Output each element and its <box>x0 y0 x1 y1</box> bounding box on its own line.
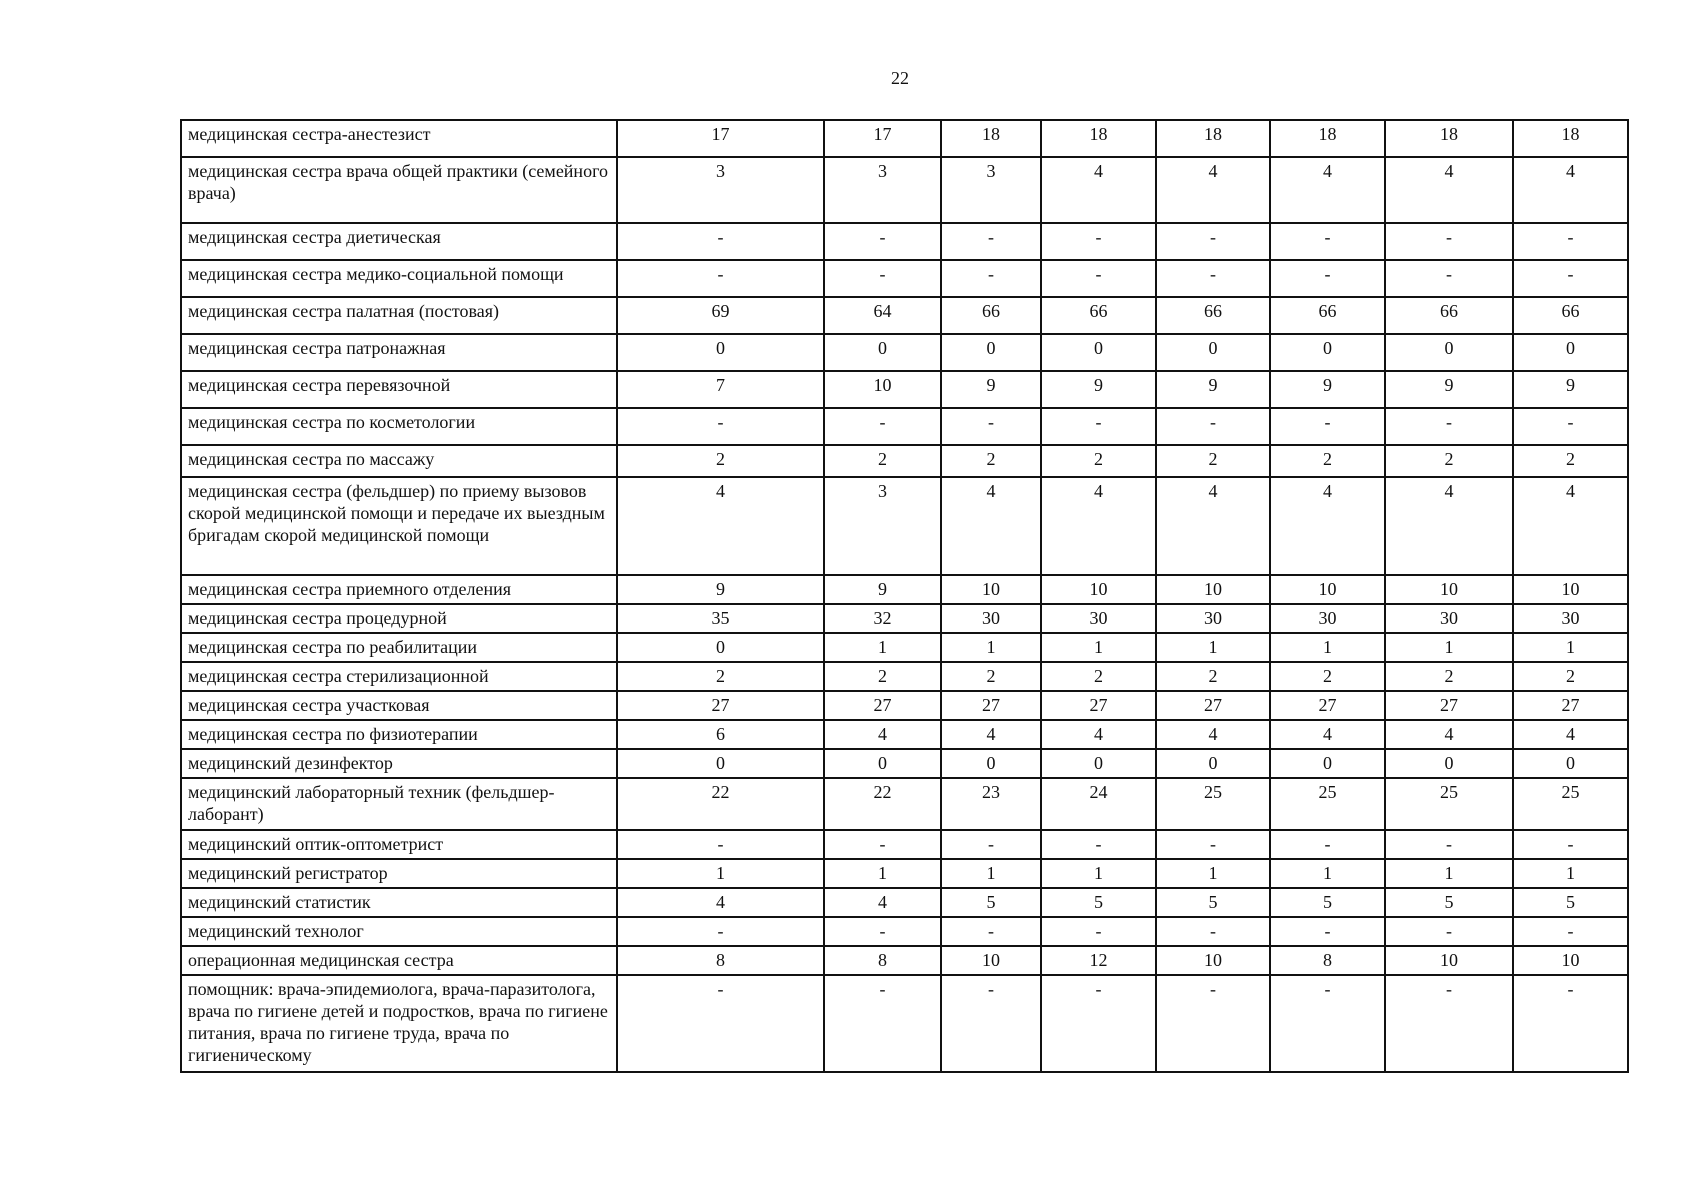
value-cell-col-4: 18 <box>1041 120 1156 157</box>
value-cell-col-4: 2 <box>1041 445 1156 477</box>
value-cell-col-7: 10 <box>1385 575 1513 604</box>
value-cell-col-7: 2 <box>1385 662 1513 691</box>
value-cell-col-6: 4 <box>1270 157 1385 223</box>
value-cell-col-7: 66 <box>1385 297 1513 334</box>
value-cell-col-8: - <box>1513 260 1628 297</box>
value-cell-col-3: 2 <box>941 662 1041 691</box>
value-cell-col-3: 1 <box>941 859 1041 888</box>
value-cell-col-7: 30 <box>1385 604 1513 633</box>
value-cell-col-8: 10 <box>1513 946 1628 975</box>
value-cell-col-7: 2 <box>1385 445 1513 477</box>
value-cell-col-6: 1 <box>1270 633 1385 662</box>
value-cell-col-6: 2 <box>1270 662 1385 691</box>
value-cell-col-8: 66 <box>1513 297 1628 334</box>
value-cell-col-2: 27 <box>824 691 941 720</box>
value-cell-col-7: 5 <box>1385 888 1513 917</box>
value-cell-col-8: - <box>1513 408 1628 445</box>
value-cell-col-1: 7 <box>617 371 824 408</box>
table-row <box>181 830 1628 859</box>
value-cell-col-5: 66 <box>1156 297 1270 334</box>
value-cell-col-8: - <box>1513 830 1628 859</box>
value-cell-col-2: 3 <box>824 477 941 575</box>
value-cell-col-8: 18 <box>1513 120 1628 157</box>
staffing-table <box>180 119 1629 1073</box>
table-row <box>181 859 1628 888</box>
value-cell-col-4: 12 <box>1041 946 1156 975</box>
value-cell-col-3: 18 <box>941 120 1041 157</box>
position-name-cell: медицинская сестра по реабилитации <box>181 633 617 662</box>
table-row <box>181 371 1628 408</box>
value-cell-col-3: - <box>941 260 1041 297</box>
table-body <box>181 120 1628 1072</box>
value-cell-col-5: 0 <box>1156 334 1270 371</box>
value-cell-col-5: - <box>1156 260 1270 297</box>
position-name-cell: медицинская сестра палатная (постовая) <box>181 297 617 334</box>
position-name-cell: медицинский технолог <box>181 917 617 946</box>
table-row <box>181 946 1628 975</box>
value-cell-col-5: 2 <box>1156 445 1270 477</box>
position-name-cell: операционная медицинская сестра <box>181 946 617 975</box>
value-cell-col-2: - <box>824 223 941 260</box>
value-cell-col-6: 9 <box>1270 371 1385 408</box>
table-row <box>181 778 1628 830</box>
value-cell-col-7: - <box>1385 260 1513 297</box>
value-cell-col-8: 4 <box>1513 720 1628 749</box>
value-cell-col-3: 66 <box>941 297 1041 334</box>
table-row <box>181 575 1628 604</box>
value-cell-col-4: - <box>1041 408 1156 445</box>
value-cell-col-1: - <box>617 917 824 946</box>
value-cell-col-7: - <box>1385 830 1513 859</box>
position-name-cell: медицинская сестра по косметологии <box>181 408 617 445</box>
value-cell-col-8: - <box>1513 223 1628 260</box>
value-cell-col-4: - <box>1041 830 1156 859</box>
value-cell-col-7: 4 <box>1385 157 1513 223</box>
table-row <box>181 223 1628 260</box>
value-cell-col-4: 30 <box>1041 604 1156 633</box>
value-cell-col-4: 4 <box>1041 720 1156 749</box>
value-cell-col-4: 4 <box>1041 477 1156 575</box>
value-cell-col-6: 30 <box>1270 604 1385 633</box>
value-cell-col-8: 0 <box>1513 334 1628 371</box>
value-cell-col-1: 2 <box>617 662 824 691</box>
value-cell-col-2: - <box>824 830 941 859</box>
value-cell-col-5: 2 <box>1156 662 1270 691</box>
value-cell-col-3: - <box>941 917 1041 946</box>
value-cell-col-3: 1 <box>941 633 1041 662</box>
value-cell-col-7: - <box>1385 917 1513 946</box>
value-cell-col-6: 27 <box>1270 691 1385 720</box>
value-cell-col-2: 2 <box>824 662 941 691</box>
value-cell-col-5: 5 <box>1156 888 1270 917</box>
position-name-cell: медицинская сестра по массажу <box>181 445 617 477</box>
value-cell-col-2: 1 <box>824 633 941 662</box>
value-cell-col-8: 4 <box>1513 157 1628 223</box>
value-cell-col-2: - <box>824 917 941 946</box>
value-cell-col-6: - <box>1270 260 1385 297</box>
value-cell-col-6: 10 <box>1270 575 1385 604</box>
value-cell-col-8: 0 <box>1513 749 1628 778</box>
value-cell-col-5: - <box>1156 408 1270 445</box>
table-row <box>181 888 1628 917</box>
value-cell-col-1: 9 <box>617 575 824 604</box>
value-cell-col-7: 4 <box>1385 477 1513 575</box>
value-cell-col-1: 1 <box>617 859 824 888</box>
value-cell-col-8: - <box>1513 975 1628 1072</box>
value-cell-col-4: 2 <box>1041 662 1156 691</box>
position-name-cell: медицинская сестра (фельдшер) по приему вызовов скорой медицинской помощи и передаче их выездным бригадам скорой медицинской помощи <box>181 477 617 575</box>
value-cell-col-2: - <box>824 260 941 297</box>
value-cell-col-3: - <box>941 975 1041 1072</box>
value-cell-col-5: 25 <box>1156 778 1270 830</box>
value-cell-col-1: 69 <box>617 297 824 334</box>
value-cell-col-2: 4 <box>824 888 941 917</box>
value-cell-col-5: - <box>1156 917 1270 946</box>
value-cell-col-4: 24 <box>1041 778 1156 830</box>
position-name-cell: медицинская сестра диетическая <box>181 223 617 260</box>
value-cell-col-5: 4 <box>1156 720 1270 749</box>
value-cell-col-4: 5 <box>1041 888 1156 917</box>
value-cell-col-2: - <box>824 975 941 1072</box>
value-cell-col-4: - <box>1041 917 1156 946</box>
value-cell-col-2: 3 <box>824 157 941 223</box>
table-row <box>181 260 1628 297</box>
value-cell-col-3: 9 <box>941 371 1041 408</box>
value-cell-col-5: 10 <box>1156 946 1270 975</box>
value-cell-col-3: 2 <box>941 445 1041 477</box>
table-row <box>181 975 1628 1072</box>
value-cell-col-6: - <box>1270 917 1385 946</box>
value-cell-col-2: 8 <box>824 946 941 975</box>
value-cell-col-2: 32 <box>824 604 941 633</box>
value-cell-col-2: 22 <box>824 778 941 830</box>
value-cell-col-4: 1 <box>1041 859 1156 888</box>
value-cell-col-7: - <box>1385 408 1513 445</box>
value-cell-col-8: 2 <box>1513 662 1628 691</box>
position-name-cell: медицинский статистик <box>181 888 617 917</box>
value-cell-col-4: 1 <box>1041 633 1156 662</box>
value-cell-col-1: - <box>617 830 824 859</box>
value-cell-col-3: 10 <box>941 575 1041 604</box>
value-cell-col-7: 1 <box>1385 859 1513 888</box>
value-cell-col-8: 2 <box>1513 445 1628 477</box>
value-cell-col-4: 0 <box>1041 749 1156 778</box>
value-cell-col-2: 17 <box>824 120 941 157</box>
value-cell-col-8: 25 <box>1513 778 1628 830</box>
value-cell-col-1: 17 <box>617 120 824 157</box>
value-cell-col-6: 5 <box>1270 888 1385 917</box>
value-cell-col-7: - <box>1385 975 1513 1072</box>
value-cell-col-1: 4 <box>617 888 824 917</box>
value-cell-col-1: - <box>617 975 824 1072</box>
value-cell-col-6: 18 <box>1270 120 1385 157</box>
value-cell-col-7: 25 <box>1385 778 1513 830</box>
position-name-cell: медицинский дезинфектор <box>181 749 617 778</box>
value-cell-col-7: 9 <box>1385 371 1513 408</box>
value-cell-col-6: 8 <box>1270 946 1385 975</box>
value-cell-col-3: 10 <box>941 946 1041 975</box>
position-name-cell: медицинская сестра медико-социальной помощи <box>181 260 617 297</box>
value-cell-col-8: 30 <box>1513 604 1628 633</box>
value-cell-col-1: 27 <box>617 691 824 720</box>
value-cell-col-1: 35 <box>617 604 824 633</box>
table-row <box>181 633 1628 662</box>
value-cell-col-7: 4 <box>1385 720 1513 749</box>
value-cell-col-4: 27 <box>1041 691 1156 720</box>
table-row <box>181 297 1628 334</box>
value-cell-col-3: - <box>941 223 1041 260</box>
value-cell-col-4: - <box>1041 223 1156 260</box>
value-cell-col-7: 1 <box>1385 633 1513 662</box>
page-number: 22 <box>891 68 909 88</box>
value-cell-col-4: - <box>1041 975 1156 1072</box>
value-cell-col-1: 8 <box>617 946 824 975</box>
table-row <box>181 720 1628 749</box>
table-row <box>181 749 1628 778</box>
value-cell-col-1: 3 <box>617 157 824 223</box>
value-cell-col-7: 18 <box>1385 120 1513 157</box>
value-cell-col-5: 1 <box>1156 633 1270 662</box>
value-cell-col-7: 0 <box>1385 749 1513 778</box>
position-name-cell: медицинская сестра по физиотерапии <box>181 720 617 749</box>
position-name-cell: медицинская сестра процедурной <box>181 604 617 633</box>
position-name-cell: медицинский регистратор <box>181 859 617 888</box>
value-cell-col-3: 4 <box>941 720 1041 749</box>
value-cell-col-5: - <box>1156 223 1270 260</box>
value-cell-col-6: 0 <box>1270 749 1385 778</box>
value-cell-col-3: 5 <box>941 888 1041 917</box>
table-row <box>181 157 1628 223</box>
value-cell-col-7: 10 <box>1385 946 1513 975</box>
value-cell-col-6: 4 <box>1270 720 1385 749</box>
value-cell-col-4: 9 <box>1041 371 1156 408</box>
position-name-cell: помощник: врача-эпидемиолога, врача-паразитолога, врача по гигиене детей и подростков, врача по гигиене питания, врача по гигиене труда, врача по гигиеническому <box>181 975 617 1072</box>
value-cell-col-4: 10 <box>1041 575 1156 604</box>
table-row <box>181 604 1628 633</box>
position-name-cell: медицинская сестра стерилизационной <box>181 662 617 691</box>
value-cell-col-2: 0 <box>824 334 941 371</box>
value-cell-col-4: 66 <box>1041 297 1156 334</box>
value-cell-col-2: - <box>824 408 941 445</box>
value-cell-col-5: 9 <box>1156 371 1270 408</box>
value-cell-col-6: - <box>1270 830 1385 859</box>
value-cell-col-2: 9 <box>824 575 941 604</box>
value-cell-col-6: 4 <box>1270 477 1385 575</box>
value-cell-col-6: - <box>1270 975 1385 1072</box>
value-cell-col-8: - <box>1513 917 1628 946</box>
value-cell-col-5: 30 <box>1156 604 1270 633</box>
value-cell-col-6: 66 <box>1270 297 1385 334</box>
value-cell-col-6: - <box>1270 223 1385 260</box>
value-cell-col-1: 6 <box>617 720 824 749</box>
value-cell-col-6: 0 <box>1270 334 1385 371</box>
value-cell-col-6: - <box>1270 408 1385 445</box>
value-cell-col-5: - <box>1156 975 1270 1072</box>
value-cell-col-3: 0 <box>941 334 1041 371</box>
value-cell-col-3: 3 <box>941 157 1041 223</box>
value-cell-col-2: 2 <box>824 445 941 477</box>
value-cell-col-2: 4 <box>824 720 941 749</box>
value-cell-col-2: 0 <box>824 749 941 778</box>
value-cell-col-5: 18 <box>1156 120 1270 157</box>
position-name-cell: медицинская сестра патронажная <box>181 334 617 371</box>
table-row <box>181 477 1628 575</box>
value-cell-col-3: 23 <box>941 778 1041 830</box>
value-cell-col-6: 1 <box>1270 859 1385 888</box>
position-name-cell: медицинский оптик-оптометрист <box>181 830 617 859</box>
value-cell-col-1: 4 <box>617 477 824 575</box>
value-cell-col-5: - <box>1156 830 1270 859</box>
table-row <box>181 334 1628 371</box>
value-cell-col-5: 4 <box>1156 157 1270 223</box>
value-cell-col-3: 0 <box>941 749 1041 778</box>
position-name-cell: медицинская сестра участковая <box>181 691 617 720</box>
value-cell-col-3: 30 <box>941 604 1041 633</box>
value-cell-col-7: - <box>1385 223 1513 260</box>
value-cell-col-3: - <box>941 408 1041 445</box>
value-cell-col-5: 10 <box>1156 575 1270 604</box>
value-cell-col-7: 27 <box>1385 691 1513 720</box>
value-cell-col-1: 22 <box>617 778 824 830</box>
value-cell-col-3: - <box>941 830 1041 859</box>
value-cell-col-1: 0 <box>617 633 824 662</box>
table-row <box>181 691 1628 720</box>
value-cell-col-7: 0 <box>1385 334 1513 371</box>
value-cell-col-8: 5 <box>1513 888 1628 917</box>
value-cell-col-1: 0 <box>617 334 824 371</box>
value-cell-col-8: 10 <box>1513 575 1628 604</box>
value-cell-col-6: 2 <box>1270 445 1385 477</box>
value-cell-col-1: - <box>617 260 824 297</box>
value-cell-col-2: 10 <box>824 371 941 408</box>
value-cell-col-5: 4 <box>1156 477 1270 575</box>
value-cell-col-8: 4 <box>1513 477 1628 575</box>
value-cell-col-4: - <box>1041 260 1156 297</box>
value-cell-col-8: 9 <box>1513 371 1628 408</box>
value-cell-col-8: 1 <box>1513 859 1628 888</box>
position-name-cell: медицинская сестра перевязочной <box>181 371 617 408</box>
table-row <box>181 120 1628 157</box>
value-cell-col-1: - <box>617 223 824 260</box>
table-row <box>181 917 1628 946</box>
value-cell-col-5: 0 <box>1156 749 1270 778</box>
position-name-cell: медицинская сестра врача общей практики (семейного врача) <box>181 157 617 223</box>
position-name-cell: медицинская сестра приемного отделения <box>181 575 617 604</box>
position-name-cell: медицинский лабораторный техник (фельдшер-лаборант) <box>181 778 617 830</box>
value-cell-col-8: 1 <box>1513 633 1628 662</box>
value-cell-col-2: 1 <box>824 859 941 888</box>
value-cell-col-1: - <box>617 408 824 445</box>
table-row <box>181 408 1628 445</box>
value-cell-col-5: 27 <box>1156 691 1270 720</box>
value-cell-col-5: 1 <box>1156 859 1270 888</box>
value-cell-col-4: 4 <box>1041 157 1156 223</box>
value-cell-col-3: 27 <box>941 691 1041 720</box>
value-cell-col-3: 4 <box>941 477 1041 575</box>
table-row <box>181 445 1628 477</box>
position-name-cell: медицинская сестра-анестезист <box>181 120 617 157</box>
value-cell-col-1: 2 <box>617 445 824 477</box>
value-cell-col-4: 0 <box>1041 334 1156 371</box>
value-cell-col-8: 27 <box>1513 691 1628 720</box>
table-row <box>181 662 1628 691</box>
value-cell-col-1: 0 <box>617 749 824 778</box>
value-cell-col-2: 64 <box>824 297 941 334</box>
value-cell-col-6: 25 <box>1270 778 1385 830</box>
